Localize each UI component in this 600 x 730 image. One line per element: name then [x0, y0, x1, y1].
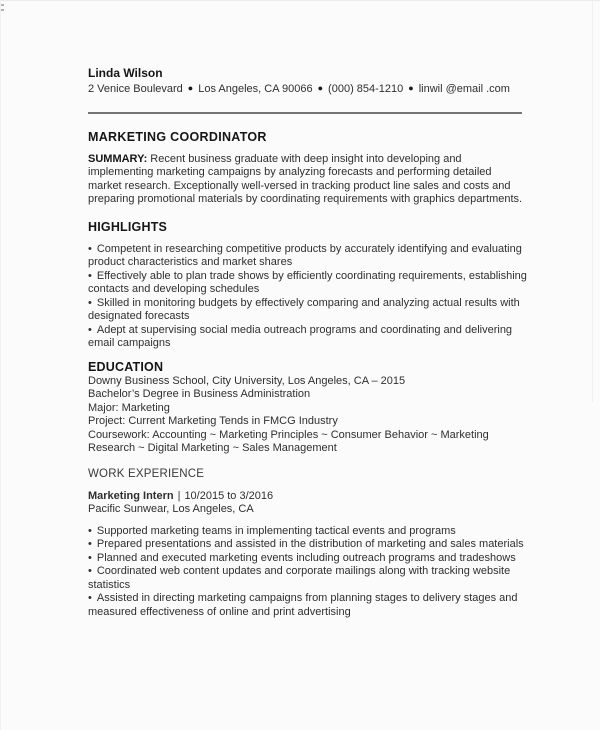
work-item-text: Supported marketing teams in implementing tactical events and programs	[96, 524, 456, 537]
bullet-marker: •	[88, 592, 92, 604]
job-title-line	[88, 490, 527, 504]
page-edge-line	[592, 1, 593, 402]
job-role: Marketing Intern	[88, 489, 174, 502]
list-item	[88, 324, 527, 351]
list-item	[88, 538, 527, 552]
education-line: Bachelor’s Degree in Business Administration	[88, 388, 311, 400]
list-item	[88, 565, 527, 592]
pipe-divider: |	[177, 489, 181, 502]
bullet-marker: •	[88, 323, 92, 336]
highlights-list	[88, 243, 527, 351]
bullet-marker: •	[88, 538, 92, 550]
work-experience-list	[88, 525, 527, 620]
section-heading-highlights: HIGHLIGHTS	[88, 219, 168, 234]
scan-artifact-mark	[1, 9, 4, 11]
summary-text: Recent business graduate with deep insight into developing and implementing marketing campaigns by analyzing forecasts and performing detailed market research. Exceptionally well-versed in tracking product line sales and costs and preparing promotional materials by coordinating requirements with graphics departments.	[88, 152, 523, 205]
highlight-text: Effectively able to plan trade shows by efficiently coordinating requirements, establishing contacts and developing schedules	[88, 269, 527, 295]
separator-dot-icon: ●	[408, 83, 414, 93]
education-details	[88, 375, 527, 456]
separator-dot-icon: ●	[317, 83, 324, 93]
bullet-marker: •	[88, 269, 92, 282]
bullet-marker: •	[88, 565, 92, 577]
highlight-text: Adept at supervising social media outreach programs and coordinating and delivering email campaigns	[88, 323, 513, 349]
list-item	[88, 592, 527, 619]
contact-city: Los Angeles, CA 90066	[198, 83, 313, 95]
highlight-text: Competent in researching competitive products by accurately identifying and evaluating product characteristics and market shares	[88, 242, 522, 268]
list-item	[88, 243, 527, 270]
resume-content	[1, 1, 600, 659]
education-line: Major: Marketing	[88, 401, 170, 414]
list-item	[88, 552, 527, 566]
separator-dot-icon: ●	[187, 83, 194, 93]
work-item-text: Prepared presentations and assisted in the distribution of marketing and sales materials	[96, 538, 524, 550]
highlight-text: Skilled in monitoring budgets by effectively comparing and analyzing actual results with designated forecasts	[88, 296, 520, 322]
summary-label: SUMMARY:	[88, 152, 148, 165]
contact-email: linwil @email .com	[418, 83, 510, 95]
job-company: Pacific Sunwear, Los Angeles, CA	[88, 503, 254, 515]
scan-artifact-mark	[1, 4, 4, 6]
bullet-marker: •	[88, 524, 92, 537]
education-line: Coursework: Accounting ~ Marketing Principles ~ Consumer Behavior ~ Marketing Research ~ Digital Marketing ~ Sales Management	[88, 428, 489, 454]
bullet-marker: •	[88, 242, 92, 255]
list-item	[88, 297, 527, 324]
list-item	[88, 270, 527, 297]
work-item-text: Coordinated web content updates and corporate mailings along with tracking website statistics	[88, 565, 511, 591]
job-target-title: MARKETING COORDINATOR	[88, 129, 267, 144]
resume-header	[88, 66, 527, 97]
bullet-marker: •	[88, 551, 92, 564]
work-item-text: Assisted in directing marketing campaigns from planning stages to delivery stages and measured effectiveness of online and print advertising	[88, 592, 518, 618]
summary-paragraph	[88, 153, 527, 207]
education-line: Project: Current Marketing Tends in FMCG Industry	[88, 415, 338, 427]
candidate-name: Linda Wilson	[88, 66, 163, 80]
education-line: Downy Business School, City University, Los Angeles, CA – 2015	[88, 374, 406, 387]
section-heading-work-experience: WORK EXPERIENCE	[88, 467, 205, 480]
list-item	[88, 525, 527, 539]
section-heading-education: EDUCATION	[88, 359, 164, 374]
work-item-text: Planned and executed marketing events including outreach programs and tradeshows	[96, 551, 516, 564]
horizontal-rule	[88, 112, 522, 114]
contact-address: 2 Venice Boulevard	[88, 83, 183, 95]
contact-phone: (000) 854-1210	[328, 83, 404, 95]
bullet-marker: •	[88, 296, 92, 309]
job-dates: 10/2015 to 3/2016	[184, 489, 274, 502]
contact-line	[88, 82, 527, 97]
